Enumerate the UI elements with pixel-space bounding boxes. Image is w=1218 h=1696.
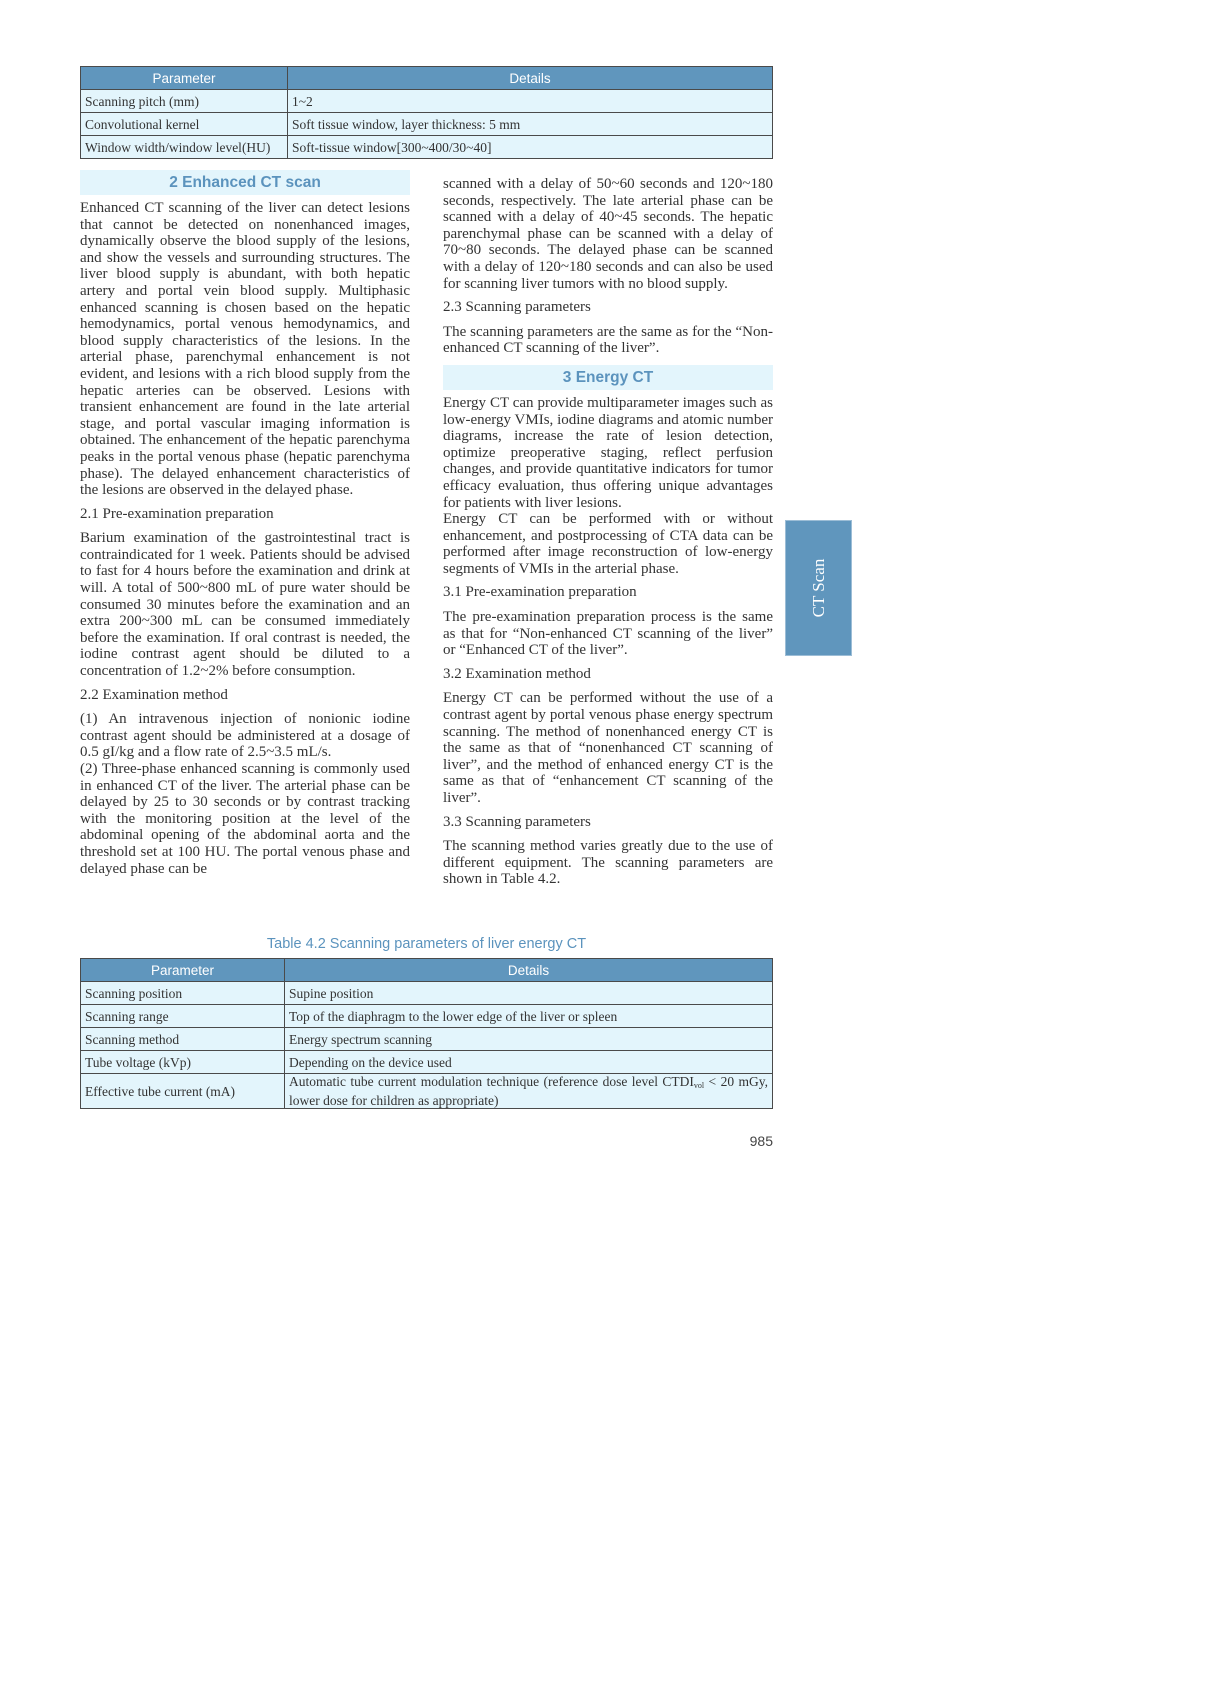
right-column bbox=[443, 176, 773, 888]
cell-details: Depending on the device used bbox=[285, 1051, 773, 1074]
cell-details: Energy spectrum scanning bbox=[285, 1028, 773, 1051]
table-caption: Table 4.2 Scanning parameters of liver energy CT bbox=[266, 936, 587, 952]
paragraph-2-2-item-2: (2) Three-phase enhanced scanning is commonly used in enhanced CT of the liver. The arterial phase can be delayed by 25 to 30 seconds or by contrast tracking with the monitoring position at the level of the abdominal opening of the abdominal aorta and the threshold set at 100 HU. The portal venous phase and delayed phase can be bbox=[80, 761, 410, 877]
table-row bbox=[81, 90, 773, 113]
subheading-2-1: 2.1 Pre-examination preparation bbox=[80, 505, 274, 522]
paragraph-3-3: The scanning method varies greatly due to the use of different equipment. The scanning parameters are shown in Table 4.2. bbox=[443, 838, 773, 888]
cell-parameter: Scanning range bbox=[81, 1005, 285, 1028]
cell-parameter: Effective tube current (mA) bbox=[81, 1074, 285, 1109]
section-heading-enhanced-ct: 2 Enhanced CT scan bbox=[80, 170, 410, 195]
paragraph-3-2: Energy CT can be performed without the use of a contrast agent by portal venous phase energy spectrum scanning. The method of nonenhanced energy CT is the same as that of “nonenhanced CT scanning of liver”, and the method of enhanced energy CT is the same as that of “enhancement CT scanning of the liver”. bbox=[443, 690, 773, 806]
header-details: Details bbox=[288, 67, 773, 90]
paragraph-2-3: The scanning parameters are the same as for the “Non-enhanced CT scanning of the liver”. bbox=[443, 323, 773, 357]
table-header-row bbox=[81, 959, 773, 982]
header-parameter: Parameter bbox=[81, 959, 285, 982]
header-details: Details bbox=[285, 959, 773, 982]
cell-parameter: Scanning position bbox=[81, 982, 285, 1005]
cell-details: Supine position bbox=[285, 982, 773, 1005]
subheading-2-2: 2.2 Examination method bbox=[80, 686, 228, 703]
section-heading-energy-ct: 3 Energy CT bbox=[443, 365, 773, 390]
table-header-row bbox=[81, 67, 773, 90]
table-row bbox=[81, 113, 773, 136]
table-row bbox=[81, 136, 773, 159]
side-tab-label: CT Scan bbox=[808, 558, 828, 618]
table-row bbox=[81, 982, 773, 1005]
header-parameter: Parameter bbox=[81, 67, 288, 90]
cell-details: Top of the diaphragm to the lower edge of the liver or spleen bbox=[285, 1005, 773, 1028]
paragraph-enhanced-intro: Enhanced CT scanning of the liver can detect lesions that cannot be detected on nonenhanced images, dynamically observe the blood supply of the lesions, and show the vessels and surrounding structures. The liver blood supply is abundant, with both hepatic artery and portal vein blood supply. Multiphasic enhanced scanning is chosen based on the hepatic hemodynamics, portal venous hemodynamics, and blood supply characteristics of the lesions. In the arterial phase, parenchymal enhancement is not evident, and lesions with a rich blood supply from the hepatic arteries can be observed. Lesions with transient enhancement are found in the late arterial stage, and portal vascular imaging information is obtained. The enhancement of the hepatic parenchyma peaks in the portal venous phase (hepatic parenchyma phase). The delayed enhancement characteristics of the lesions are observed in the delayed phase. bbox=[80, 200, 410, 499]
paragraph-2-2-continued: scanned with a delay of 50~60 seconds and 120~180 seconds, respectively. The late arterial phase can be scanned with a delay of 40~45 seconds. The hepatic parenchymal phase can be scanned with a delay of 70~80 seconds. The delayed phase can be scanned with a delay of 120~180 seconds and can also be used for scanning liver tumors with no blood supply. bbox=[443, 176, 773, 292]
cell-parameter: Window width/window level(HU) bbox=[81, 136, 288, 159]
table-row bbox=[81, 1051, 773, 1074]
subheading-2-3: 2.3 Scanning parameters bbox=[443, 299, 591, 316]
paragraph-2-2-item-1: (1) An intravenous injection of nonionic iodine contrast agent should be administered at a dosage of 0.5 gI/kg and a flow rate of 2.5~3.5 mL/s. bbox=[80, 711, 410, 761]
chapter-side-tab bbox=[785, 520, 852, 656]
paragraph-2-1: Barium examination of the gastrointestinal tract is contraindicated for 1 week. Patients should be advised to fast for 4 hours before the examination and drink at will. A total of 500~800 mL of pure water should be consumed 30 minutes before the examination and an extra 200~300 mL can be consumed immediately before the examination. If oral contrast is needed, the iodine contrast agent should be diluted to a concentration of 1.2~2% before consumption. bbox=[80, 530, 410, 680]
cell-details: 1~2 bbox=[288, 90, 773, 113]
cell-parameter: Scanning method bbox=[81, 1028, 285, 1051]
page-number: 985 bbox=[749, 1133, 773, 1149]
scan-parameters-table bbox=[80, 66, 773, 159]
table-row bbox=[81, 1005, 773, 1028]
cell-parameter: Convolutional kernel bbox=[81, 113, 288, 136]
cell-details-text-a: Automatic tube current modulation technique (reference dose level CTDI bbox=[289, 1074, 694, 1089]
cell-details bbox=[285, 1074, 773, 1109]
subheading-3-2: 3.2 Examination method bbox=[443, 665, 591, 682]
table-row bbox=[81, 1074, 773, 1109]
energy-ct-parameters-table bbox=[80, 958, 773, 1109]
subheading-3-1: 3.1 Pre-examination preparation bbox=[443, 584, 637, 601]
paragraph-energy-2: Energy CT can be performed with or without enhancement, and postprocessing of CTA data can be performed after image reconstruction of low-energy segments of VMIs in the arterial phase. bbox=[443, 511, 773, 577]
ctdi-subscript: vol bbox=[693, 1081, 705, 1090]
paragraph-3-1: The pre-examination preparation process is the same as that for “Non-enhanced CT scanning of the liver” or “Enhanced CT of the liver”. bbox=[443, 609, 773, 659]
paragraph-energy-1: Energy CT can provide multiparameter images such as low-energy VMIs, iodine diagrams and atomic number diagrams, increase the rate of lesion detection, optimize preoperative staging, reflect perfusion changes, and provide quantitative indicators for tumor efficacy evaluation, thus offering unique advantages for patients with liver lesions. bbox=[443, 394, 773, 511]
cell-details: Soft-tissue window[300~400/30~40] bbox=[288, 136, 773, 159]
subheading-3-3: 3.3 Scanning parameters bbox=[443, 813, 591, 830]
cell-parameter: Scanning pitch (mm) bbox=[81, 90, 288, 113]
cell-parameter: Tube voltage (kVp) bbox=[81, 1051, 285, 1074]
table-row bbox=[81, 1028, 773, 1051]
cell-details-text-b: < 20 mGy, lower dose for children as appropriate) bbox=[289, 1074, 768, 1108]
left-column bbox=[80, 170, 410, 877]
cell-details: Soft tissue window, layer thickness: 5 mm bbox=[288, 113, 773, 136]
